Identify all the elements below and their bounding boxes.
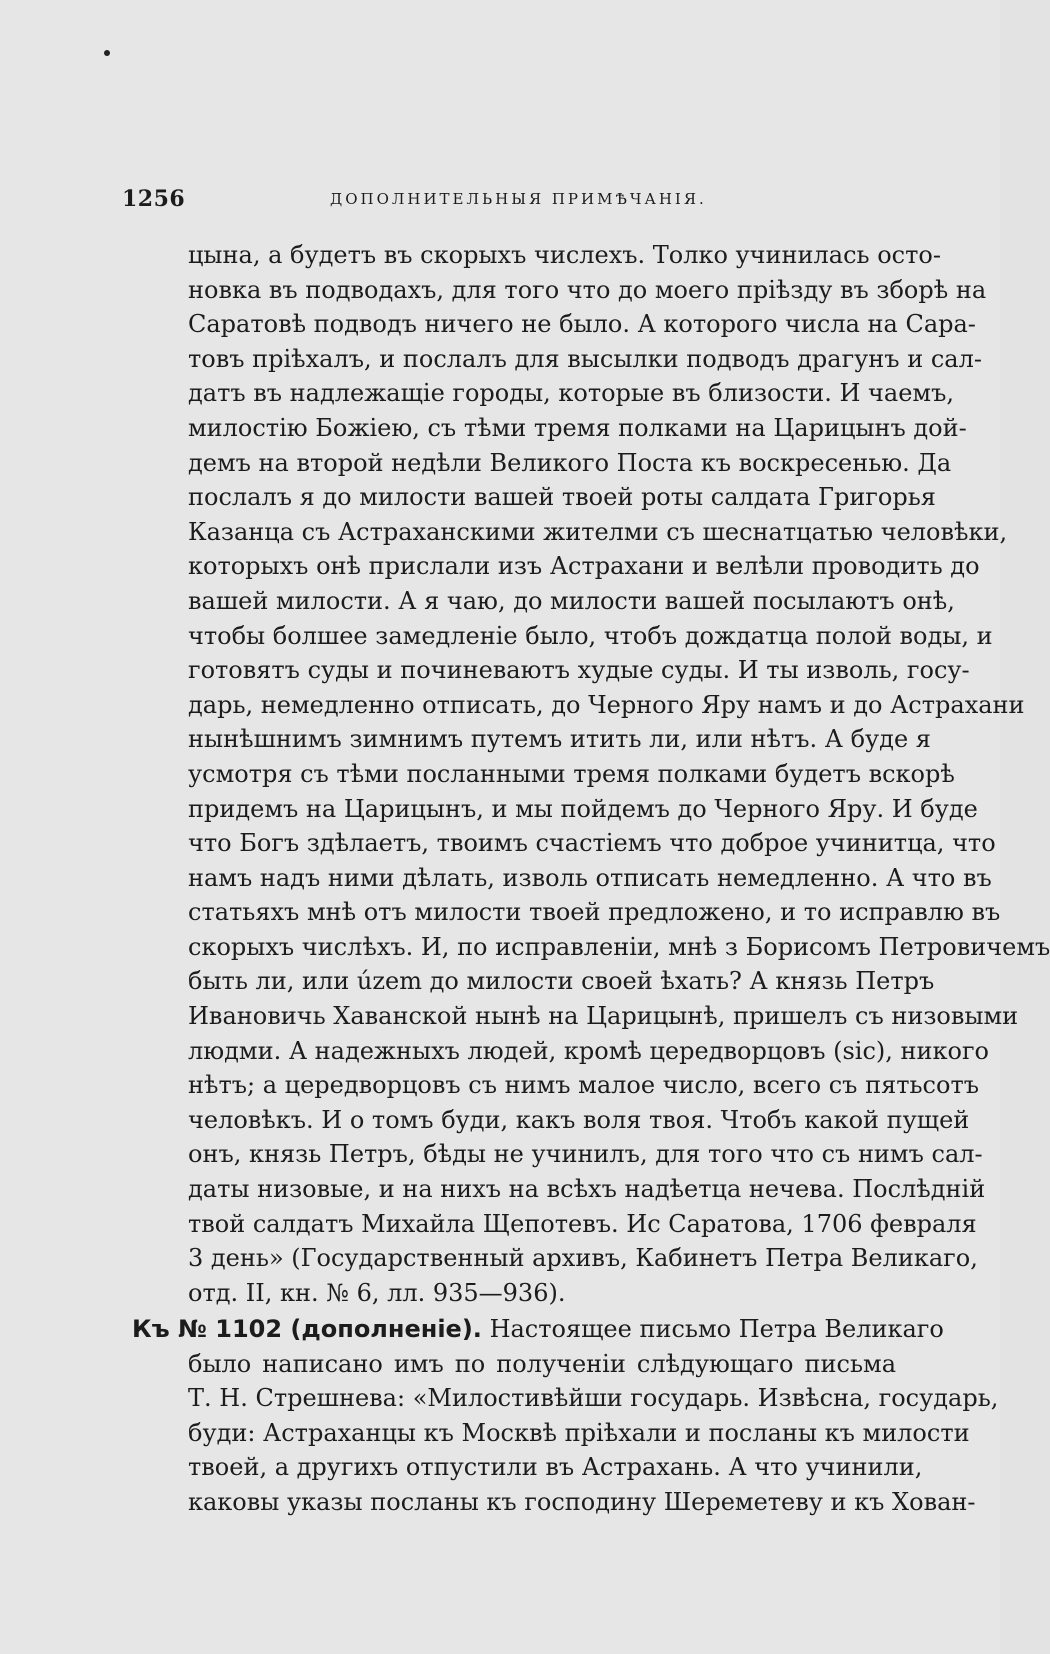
- text-line: датъ въ надлежащіе городы, которые въ близости. И чаемъ,: [188, 379, 954, 408]
- text-line: милостію Божіею, съ тѣми тремя полками на Царицынъ дой-: [188, 413, 967, 442]
- text-line: отд. II, кн. № 6, лл. 935—936).: [188, 1278, 566, 1307]
- section-text-line: Т. Н. Стрешнева: «Милостивѣйши государь. Извѣсна, государь,: [188, 1384, 999, 1413]
- text-line: человѣкъ. И о томъ буди, какъ воля твоя. Чтобъ какой пущей: [188, 1105, 970, 1134]
- text-line: придемъ на Царицынъ, и мы пойдемъ до Черного Яру. И буде: [188, 794, 978, 823]
- text-line: нынѣшнимъ зимнимъ путемъ итить ли, или нѣтъ. А буде я: [188, 725, 931, 754]
- text-line: чтобы болшее замедленіе было, чтобъ дождатца полой воды, и: [188, 621, 993, 650]
- text-line: которыхъ онѣ прислали изъ Астрахани и велѣли проводить до: [188, 552, 980, 581]
- section-text-line: каковы указы посланы къ господину Шереметеву и къ Хован-: [188, 1487, 976, 1516]
- text-line: нѣтъ; а цередворцовъ съ нимъ малое число, всего съ пятьсотъ: [188, 1071, 979, 1100]
- text-line: товъ пріѣхалъ, и послалъ для высылки подводъ драгунъ и сал-: [188, 344, 982, 373]
- text-line: даты низовые, и на нихъ на всѣхъ надѣетца нечева. Послѣдній: [188, 1175, 986, 1204]
- section-first-line-text: Настоящее письмо Петра Великаго: [489, 1315, 944, 1343]
- section-text-line: было написано имъ по полученіи слѣдующаго письма: [188, 1349, 896, 1378]
- text-line: усмотря съ тѣми посланными тремя полками будетъ вскорѣ: [188, 759, 955, 788]
- text-line: быть ли, или územ до милости своей ѣхать? А князь Петръ: [188, 967, 935, 996]
- page-header: [122, 186, 882, 216]
- text-line: что Богъ здѣлаетъ, твоимъ счастіемъ что доброе учинитца, что: [188, 829, 996, 858]
- text-line: онъ, князь Петръ, бѣды не учинилъ, для того что съ нимъ сал-: [188, 1140, 983, 1169]
- text-line: Ивановичь Хаванской нынѣ на Царицынѣ, пришелъ съ низовыми: [188, 1002, 1019, 1031]
- text-line: вашей милости. А я чаю, до милости вашей посылаютъ онѣ,: [188, 586, 955, 615]
- section-lines: [132, 1347, 999, 1520]
- section-text-line: твоей, а другихъ отпустили въ Астрахань. А что учинили,: [188, 1453, 923, 1482]
- text-line: людми. А надежныхъ людей, кромѣ цередворцовъ (sic), никого: [188, 1036, 989, 1065]
- text-line: демъ на второй недѣли Великого Поста къ воскресенью. Да: [188, 448, 952, 477]
- text-line: дарь, немедленно отписать, до Черного Яру намъ и до Астрахани: [188, 690, 1025, 719]
- text-line: готовятъ суды и починеваютъ худые суды. И ты изволь, госу-: [188, 656, 970, 685]
- text-line: Казанца съ Астраханскими жителми съ шеснатцатью человѣки,: [188, 517, 1008, 546]
- running-title: ДОПОЛНИТЕЛЬНЫЯ ПРИМѢЧАНІЯ.: [330, 190, 707, 208]
- text-line: твой салдатъ Михайла Щепотевъ. Ис Саратова, 1706 февраля: [188, 1209, 977, 1238]
- text-line: скорыхъ числѣхъ. И, по исправленіи, мнѣ з Борисомъ Петровичемъ: [188, 932, 1050, 961]
- body-text: [188, 238, 1050, 1310]
- text-line: цына, а будетъ въ скорыхъ числехъ. Толко учинилась осто-: [188, 241, 941, 269]
- text-line: послалъ я до милости вашей твоей роты салдата Григорья: [188, 483, 936, 512]
- section-heading: Къ № 1102 (дополненіе).: [132, 1315, 482, 1343]
- text-line: Саратовѣ подводъ ничего не было. А которого числа на Сара-: [188, 310, 976, 339]
- section-first-line: [132, 1312, 944, 1347]
- page-number: 1256: [122, 186, 186, 212]
- ink-speck: [104, 50, 110, 56]
- text-line: новка въ подводахъ, для того что до моего пріѣзду въ зборѣ на: [188, 275, 987, 304]
- addendum-section: [132, 1312, 999, 1520]
- text-line: намъ надъ ними дѣлать, изволь отписать немедленно. А что въ: [188, 863, 992, 892]
- text-line: статьяхъ мнѣ отъ милости твоей предложено, и то исправлю въ: [188, 898, 1001, 927]
- text-line: 3 день» (Государственный архивъ, Кабинетъ Петра Великаго,: [188, 1244, 978, 1273]
- section-text-line: буди: Астраханцы къ Москвѣ пріѣхали и посланы къ милости: [188, 1418, 970, 1447]
